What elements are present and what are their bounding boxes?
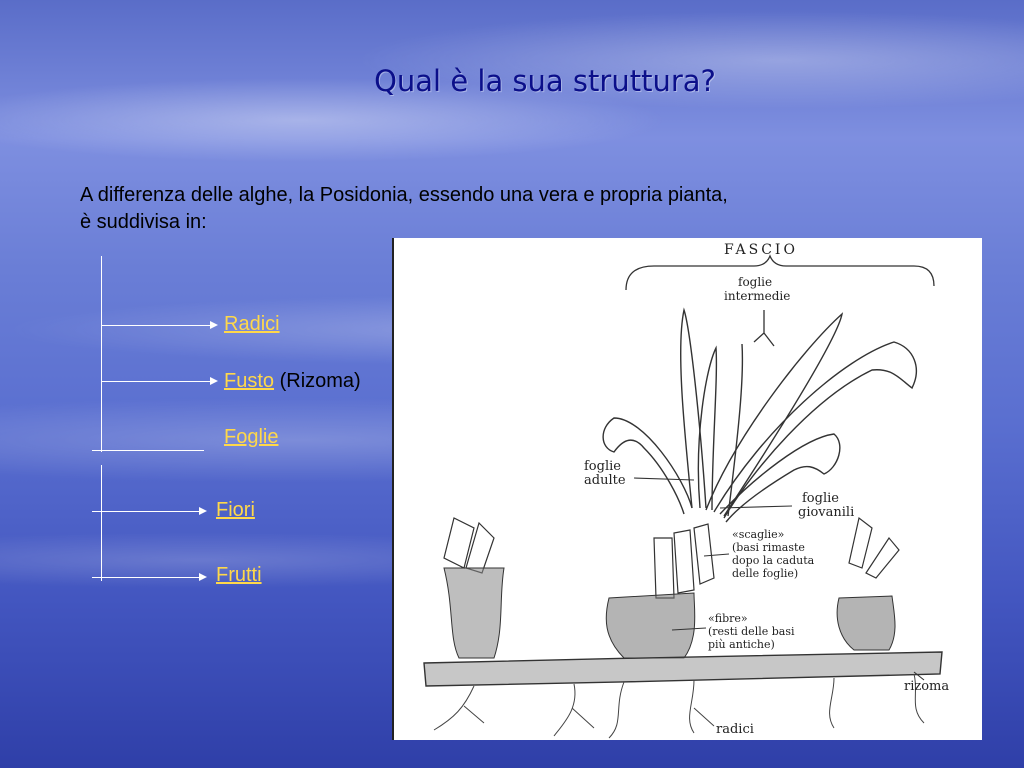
part-frutti — [216, 564, 262, 587]
label-foglie-giovanili-2: giovanili — [798, 505, 855, 520]
rhizome-shape — [424, 652, 942, 686]
label-foglie-adulte-2: adulte — [584, 473, 626, 488]
label-scaglie-3: dopo la caduta — [732, 554, 815, 567]
slide-title: Qual è la sua struttura? — [374, 64, 716, 98]
part-fusto — [224, 370, 361, 393]
part-fiori — [216, 499, 255, 522]
posidonia-diagram — [392, 238, 982, 740]
fascio-brace — [626, 256, 934, 290]
label-radici: radici — [716, 722, 754, 737]
intro-line-1: A differenza delle alghe, la Posidonia, essendo una vera e propria pianta, — [80, 184, 728, 206]
label-foglie-intermedie-2: intermedie — [724, 289, 791, 303]
fusto-suffix: (Rizoma) — [274, 370, 361, 392]
arrow-frutti — [92, 577, 200, 578]
label-scaglie-4: delle foglie) — [732, 567, 799, 580]
intro-text — [80, 182, 940, 236]
part-foglie — [224, 426, 278, 449]
posidonia-illustration — [394, 238, 982, 740]
part-radici — [224, 313, 280, 336]
link-frutti[interactable]: Frutti — [216, 564, 262, 586]
arrow-radici — [101, 325, 211, 326]
link-fiori[interactable]: Fiori — [216, 499, 255, 521]
label-foglie-adulte-1: foglie — [584, 459, 621, 474]
arrow-fiori — [92, 511, 200, 512]
label-fibre-1: «fibre» — [708, 612, 748, 625]
label-foglie-intermedie-1: foglie — [738, 275, 773, 289]
arrow-fusto — [101, 381, 211, 382]
bracket-vertical-1 — [101, 256, 102, 452]
label-fibre-3: più antiche) — [708, 638, 775, 651]
link-radici[interactable]: Radici — [224, 313, 280, 335]
label-fibre-2: (resti delle basi — [708, 625, 795, 638]
bracket-vertical-2 — [101, 465, 102, 581]
label-scaglie-2: (basi rimaste — [732, 541, 805, 554]
label-rizoma: rizoma — [904, 679, 950, 694]
label-fascio: FASCIO — [724, 242, 798, 258]
link-foglie[interactable]: Foglie — [224, 426, 279, 448]
arrow-foglie-line — [92, 450, 204, 451]
label-foglie-giovanili-1: foglie — [802, 491, 839, 506]
intro-line-2: è suddivisa in: — [80, 211, 207, 233]
link-fusto[interactable]: Fusto — [224, 370, 275, 392]
label-scaglie-1: «scaglie» — [732, 528, 785, 541]
